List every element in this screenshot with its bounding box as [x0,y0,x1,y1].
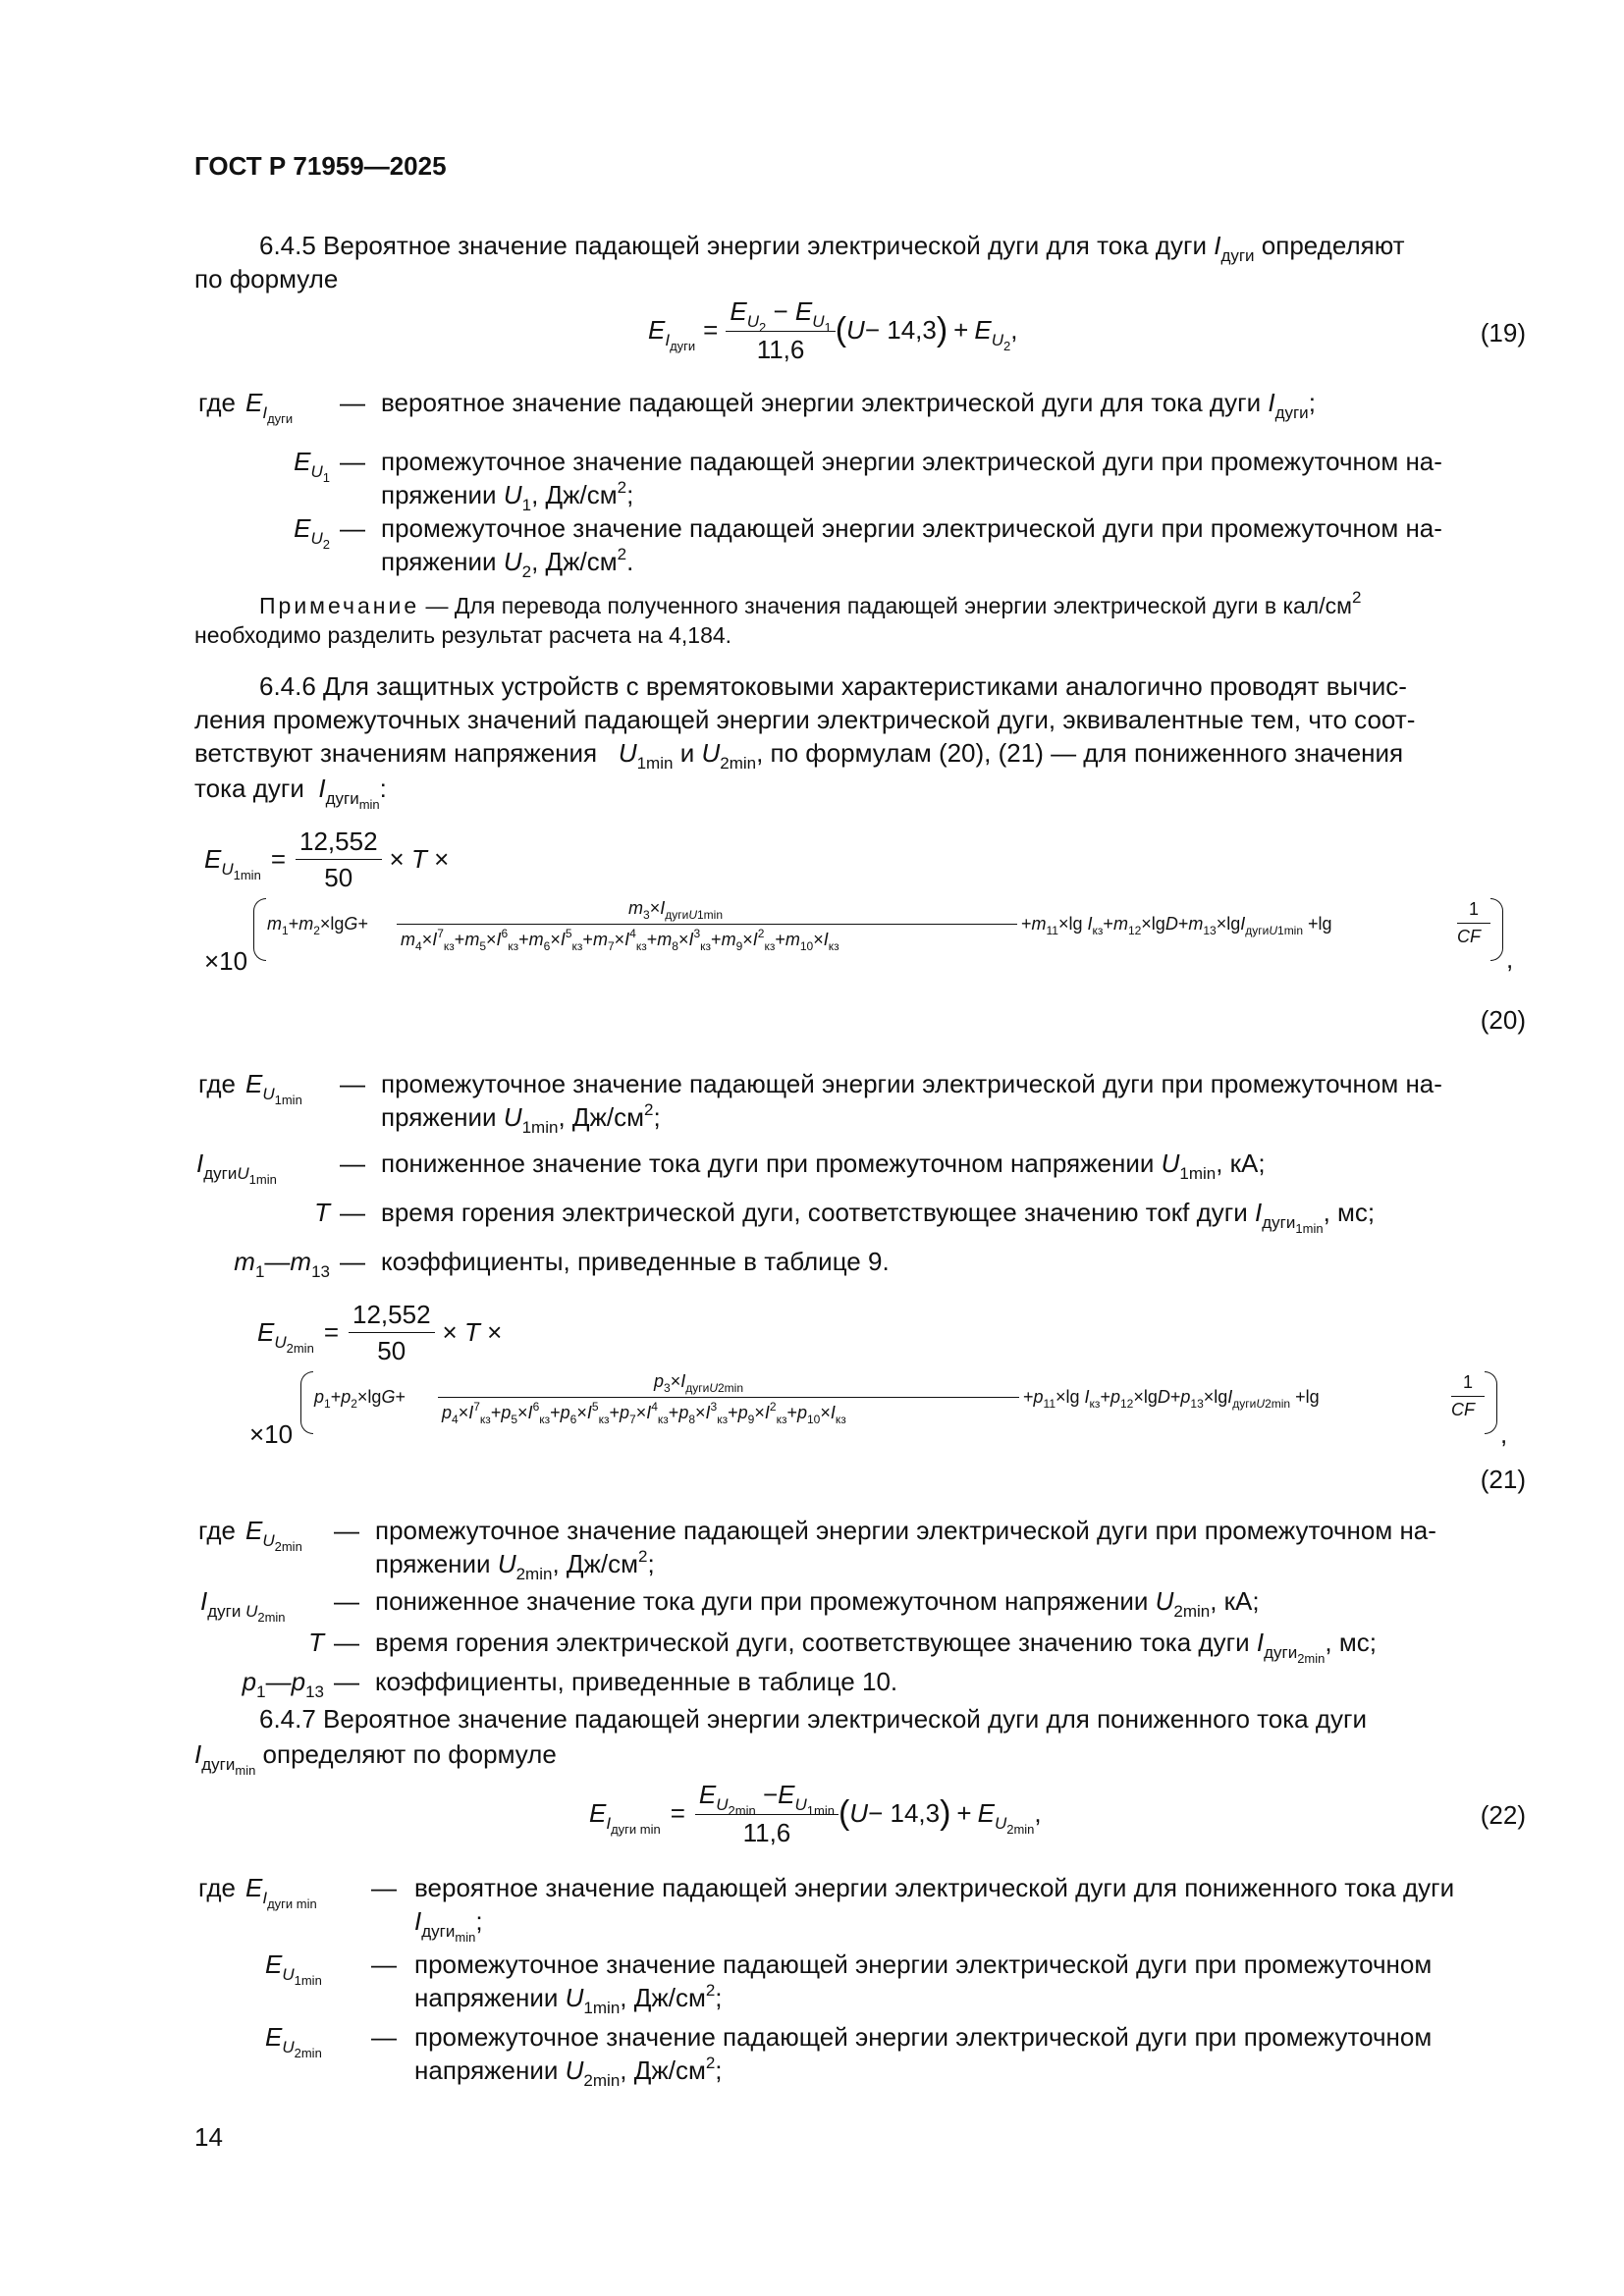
equation-number-21: (21) [1480,1465,1526,1494]
def-EU2min-line1: промежуточное значение падающей энергии электрической дуги при промежуточном на- [375,1516,1436,1545]
formula-19-fraction: $\frac{E_{U_2} - E_{U_1}}{11,6}$ [726,296,835,364]
def-T-21: время горения электрической дуги, соответствующее значению тока дуги $I_{дуги_{2min}}$, мс; [375,1628,1377,1666]
where-label-20: где [198,1069,236,1098]
formula-21-exp-end: $+p_{11}\times\lg$ $I_{кз}+p_{12}\times\lg D+p_{13}\times\lg I_{дугиU2min} +\lg$ [1023,1387,1320,1411]
formula-20-exp-start: $m_1+m_2\times\lg G+$ [267,914,368,937]
term-IarcU2min: $I_{дуги U_{2min}}$ [200,1586,286,1625]
def-EU2min-22-line1: промежуточное значение падающей энергии электрической дуги при промежуточном [414,2022,1433,2052]
def-dash: — [340,1148,365,1178]
page-number: 14 [194,2122,223,2152]
formula-21-fraction-bar [438,1397,1019,1398]
term-m1-m13: $m_1—m_{13}$ [234,1247,330,1281]
section-6-4-6-line4: тока дуги $I_{дуги_{min}}$: [194,774,387,812]
formula-21-cf-den: CF [1451,1400,1475,1419]
def-EU1min-22-line2: напряжении $U_{1min}$, $Дж/см^2$; [414,1981,723,2017]
formula-20-left-paren [253,898,266,961]
def-dash: — [334,1667,359,1696]
formula-21-ten: ×10 [249,1419,294,1449]
section-6-4-6-line2: ления промежуточных значений падающей энергии электрической дуги, эквивалентные тем, что соот- [194,705,1416,734]
def-p1-p13: коэффициенты, приведенные в таблице 10. [375,1667,898,1696]
section-6-4-6-line1: 6.4.6 Для защитных устройств с времятоковыми характеристиками аналогично проводят вычис- [259,671,1407,701]
def-dash: — [371,1949,397,1979]
term-E-Iarcmin: $E_{I_{дуги min}}$ [245,1873,317,1911]
term-E-Iarc: $E_{I_{дуги}}$ [245,388,294,426]
formula-21-exp-num: $p_3\times I_{дугиU2min}$ [654,1371,744,1395]
formula-20-cf-bar [1457,923,1490,924]
term-T: T [314,1198,330,1227]
def-IarcU2min: пониженное значение тока дуги при промежуточном напряжении $U_{2min}$, кА; [375,1586,1260,1621]
section-6-4-6-line3: ветствуют значениям напряжения $U_{1min}$ и $U_{2min}$, по формулам (20), (21) — для пониженного значения [194,738,1404,773]
def-EU1min-line1: промежуточное значение падающей энергии электрической дуги при промежуточном на- [381,1069,1442,1098]
def-dash: — [340,388,365,417]
def-dash: — [340,447,365,476]
section-6-4-7-line2: $I_{дуги_{min}}$ определяют по формуле [194,1739,557,1778]
where-label-22: где [198,1873,236,1902]
where-label-19: где [198,388,236,417]
formula-20-exp-den: $m_4\times I^7_{кз}+m_5\times I^6_{кз}+m_6\times I^5_{кз}+m_7\times I^4_{кз}+m_8\times I^3_{кз}+m_9\times I^2_{кз}+m_{10}\times I_{кз}$ [401,927,839,953]
term-EU2min: $E_{U_{2min}}$ [265,2022,322,2060]
def-dash: — [340,1198,365,1227]
formula-20-comma: , [1506,944,1514,974]
def-dash: — [334,1516,359,1545]
def-E-Iarc: вероятное значение падающей энергии электрической дуги для тока дуги $I_{дуги}$; [381,388,1316,422]
def-dash: — [340,1069,365,1098]
equation-number-19: (19) [1480,318,1526,347]
def-dash: — [334,1628,359,1657]
formula-21-cf-num: 1 [1462,1372,1473,1392]
term-EU2min: $E_{U_{2min}}$ [245,1516,302,1554]
def-EU2min-line2: пряжении $U_{2min}$, $Дж/см^2$; [375,1547,655,1583]
def-EU2-line2: пряжении $U_2$, $Дж/см^2$. [381,545,634,581]
formula-22: $E_{I_{дуги min}}$ = $\frac{E_{U_{2min}} -E_{U_{1min}}}{11,6}$ ( U − 14,3 ) + $E_{U_{2min}}$, [589,1779,1042,1847]
term-EU2: $E_{U_2}$ [294,513,330,552]
formula-21-cf-bar [1451,1396,1485,1397]
def-E-Iarcmin-line1: вероятное значение падающей энергии электрической дуги для пониженного тока дуги [414,1873,1455,1902]
term-EU1: $E_{U_1}$ [294,447,330,485]
def-dash: — [371,2022,397,2052]
def-EU2-line1: промежуточное значение падающей энергии электрической дуги при промежуточном на- [381,513,1442,543]
section-6-4-5-line1: 6.4.5 Вероятное значение падающей энергии электрической дуги для тока дуги $I_{дуги}$ определяют [259,231,1405,265]
term-IarcU1min: $I_{дугиU_{1min}}$ [196,1148,277,1187]
term-EU1min: $E_{U_{1min}}$ [245,1069,302,1107]
def-dash: — [340,1247,365,1276]
formula-20-fraction-bar [397,924,1017,925]
formula-21-head: $E_{U_{2min}}$ = $\frac{12,552}{50}$ × T × [257,1299,503,1365]
def-IarcU1min: пониженное значение тока дуги при промежуточном напряжении $U_{1min}$, кА; [381,1148,1266,1183]
formula-20-exp-num: $m_3\times I_{дугиU1min}$ [628,898,723,922]
def-EU1-line1: промежуточное значение падающей энергии электрической дуги при промежуточном на- [381,447,1442,476]
def-m1-m13: коэффициенты, приведенные в таблице 9. [381,1247,890,1276]
formula-19: $E_{I_{дуги}}$ = $\frac{E_{U_2} - E_{U_1}}{11,6}$ ( U − 14,3 ) + $E_{U_2}$, [648,295,1018,364]
note-line2: необходимо разделить результат расчета на 4,184. [194,622,732,648]
document-header: ГОСТ Р 71959—2025 [194,151,447,181]
def-EU1min-line2: пряжении $U_{1min}$, $Дж/см^2$; [381,1100,661,1137]
formula-21-comma: , [1500,1419,1508,1449]
def-dash: — [371,1873,397,1902]
formula-20-ten: ×10 [204,946,248,976]
formula-21-right-paren [1485,1371,1497,1434]
def-EU2min-22-line2: напряжении $U_{2min}$, $Дж/см^2$; [414,2054,723,2090]
formula-20-cf-num: 1 [1468,899,1479,919]
equation-number-22: (22) [1480,1800,1526,1830]
formula-21-exp-start: $p_1+p_2\times\lg G+$ [314,1387,406,1411]
note-line1: Примечание — Для перевода полученного значения падающей энергии электрической дуги в кал/$см^2$ [259,588,1362,618]
section-6-4-5-line2: по формуле [194,264,339,294]
term-p1-p13: $p_1—p_{13}$ [242,1667,324,1701]
def-dash: — [334,1586,359,1616]
formula-21-exp-den: $p_4\times I^7_{кз}+p_5\times I^6_{кз}+p_6\times I^5_{кз}+p_7\times I^4_{кз}+p_8\times I^3_{кз}+p_9\times I^2_{кз}+p_{10}\times I_{кз}$ [442,1400,846,1426]
equation-number-20: (20) [1480,1005,1526,1035]
def-EU1min-22-line1: промежуточное значение падающей энергии электрической дуги при промежуточном [414,1949,1433,1979]
term-EU1min: $E_{U_{1min}}$ [265,1949,322,1988]
formula-20-cf-den: CF [1457,927,1481,946]
def-dash: — [340,513,365,543]
term-T: T [308,1628,324,1657]
formula-20-head: $E_{U_{1min}}$ = $\frac{12,552}{50}$ × T × [204,826,450,892]
formula-20-exp-end: $+m_{11}\times\lg$ $I_{кз}+m_{12}\times\lg D+m_{13}\times\lg I_{дугиU1min} +\lg$ [1021,914,1332,937]
def-T-20: время горения электрической дуги, соответствующее значению токf дуги $I_{дуги_{1min}}$, мс; [381,1198,1376,1236]
formula-20-right-paren [1490,898,1503,961]
where-label-21: где [198,1516,236,1545]
def-EU1-line2: пряжении $U_1$, $Дж/см^2$; [381,478,634,514]
def-E-Iarcmin-line2: $I_{дуги_{min}}$; [414,1906,483,1945]
section-6-4-7-line1: 6.4.7 Вероятное значение падающей энергии электрической дуги для пониженного тока дуги [259,1704,1368,1734]
formula-21-left-paren [300,1371,313,1434]
